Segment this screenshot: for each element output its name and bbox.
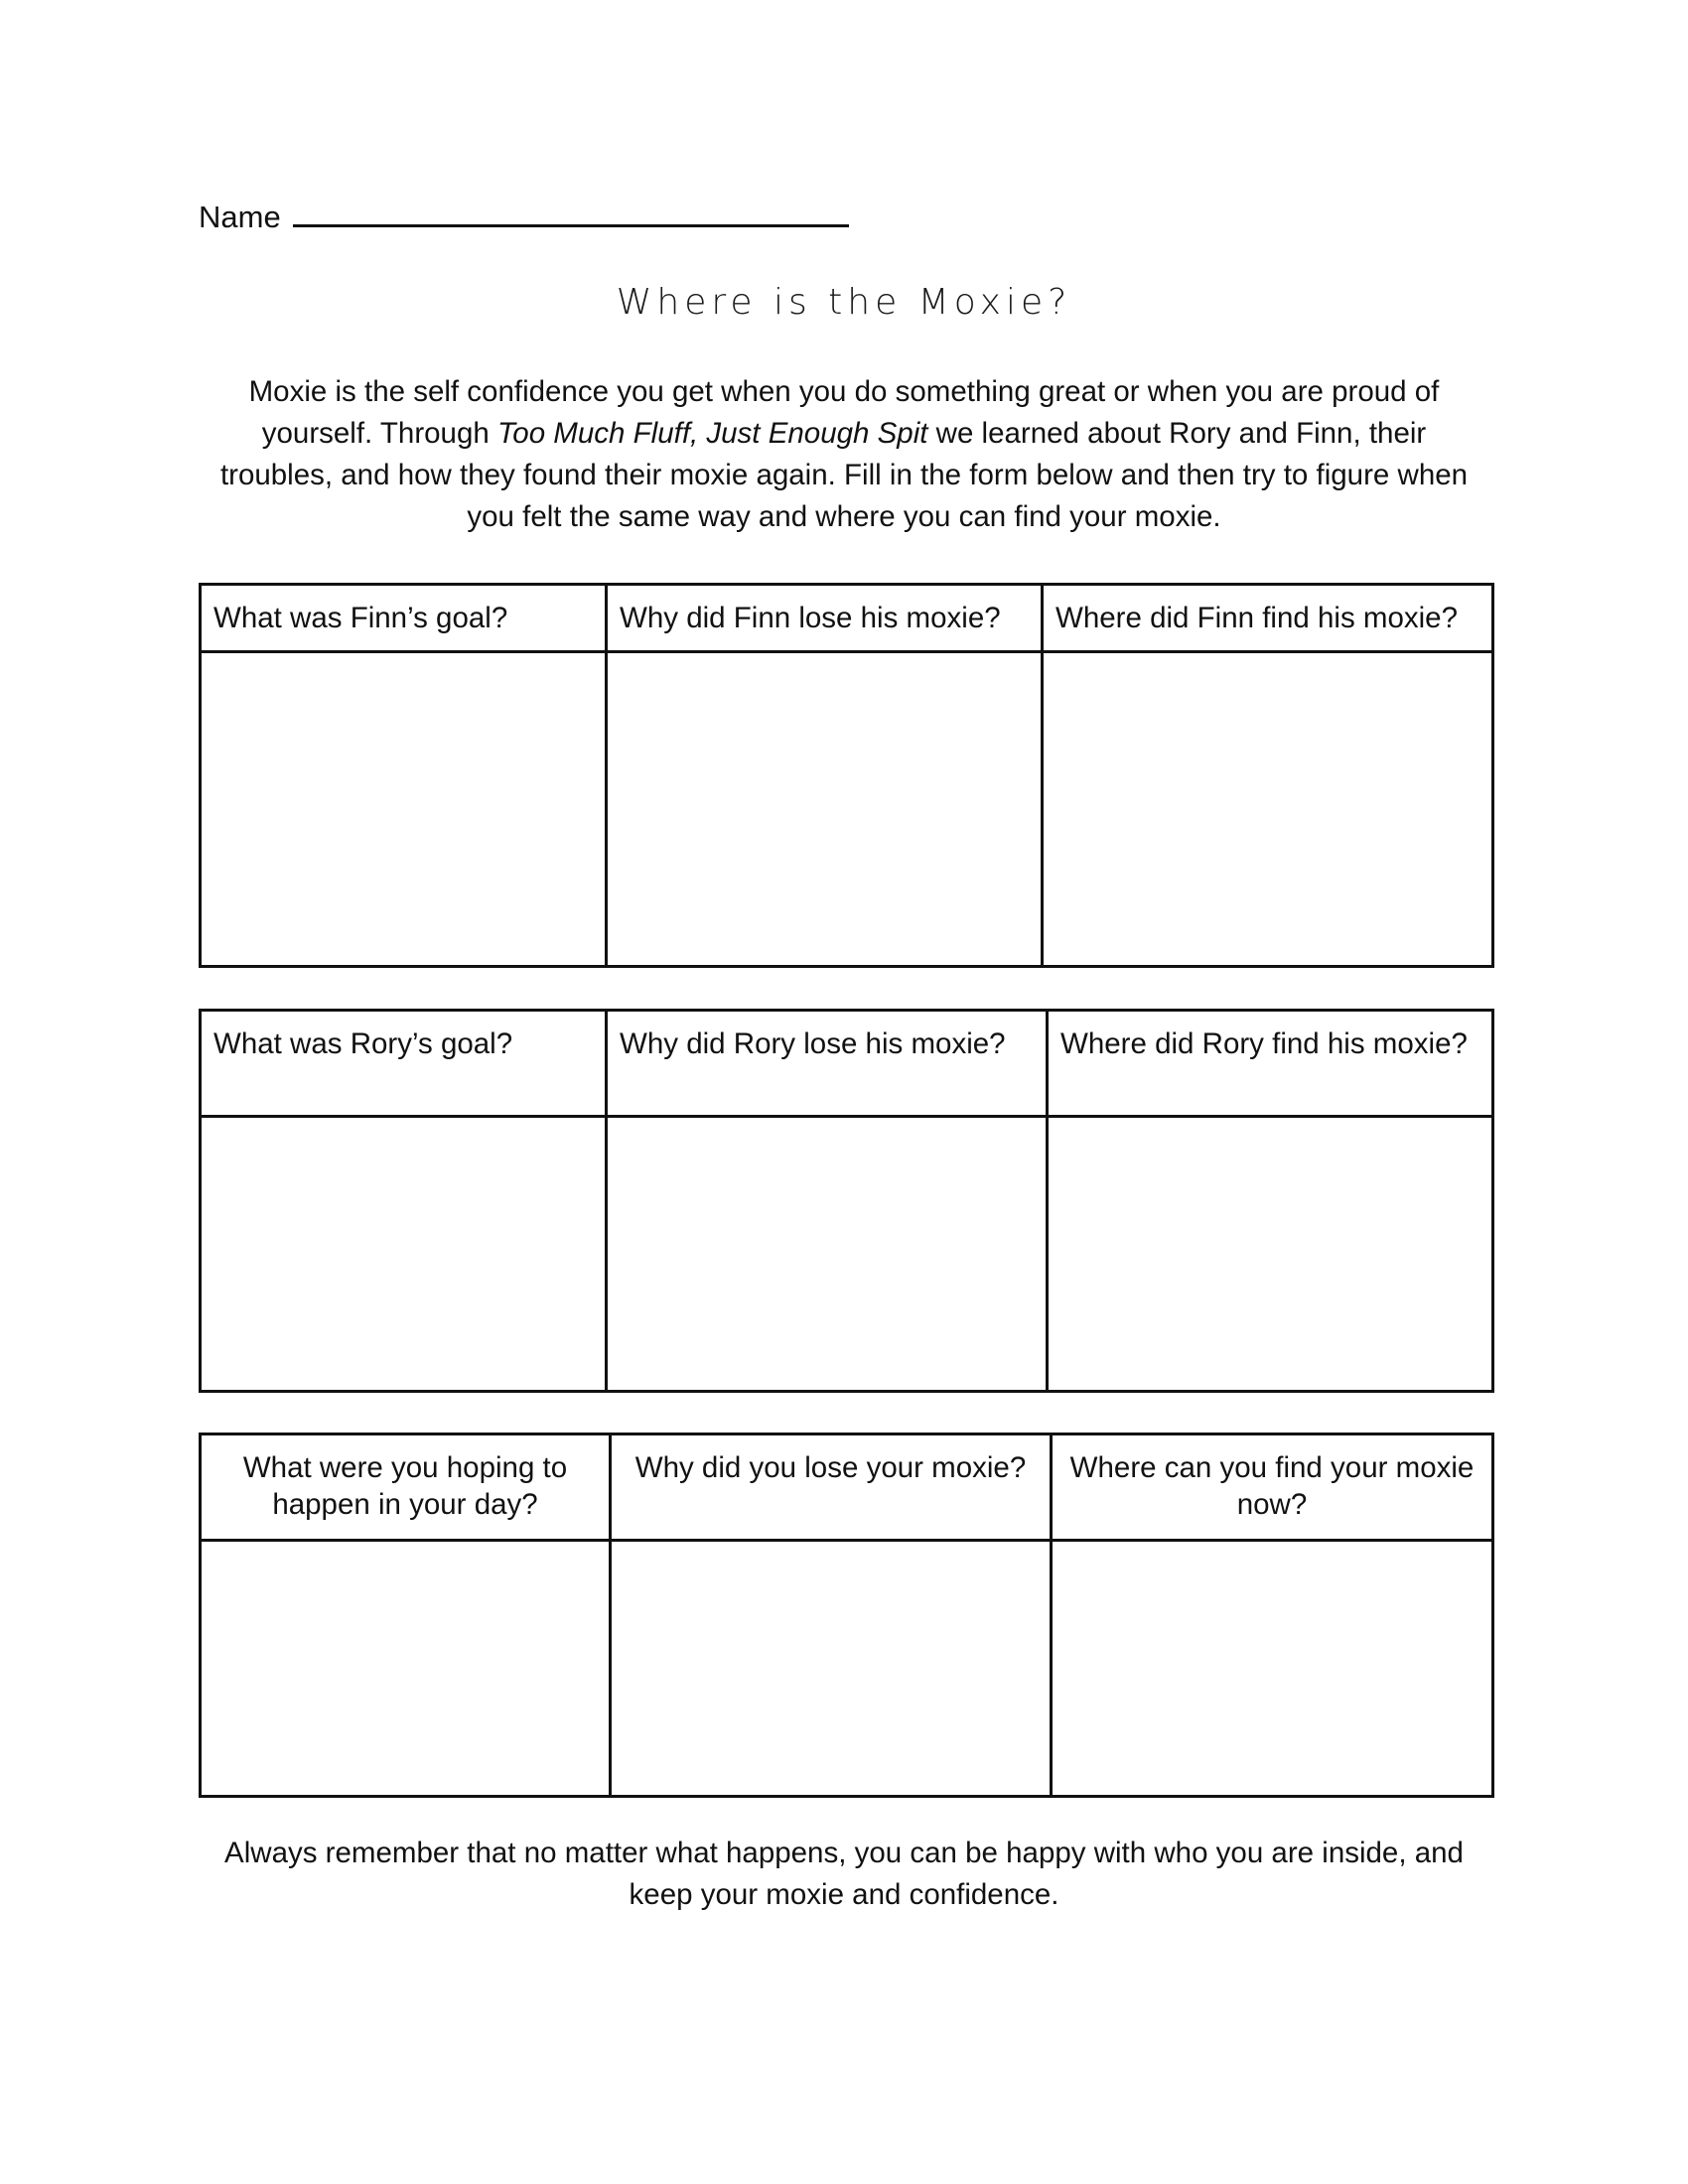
- rory-header-row: [201, 1011, 1493, 1117]
- you-table: [199, 1433, 1494, 1798]
- you-header-row: [201, 1434, 1493, 1541]
- finn-find-header: Where did Finn find his moxie?: [1043, 585, 1493, 652]
- rory-find-answer-cell[interactable]: [1048, 1117, 1493, 1392]
- finn-lose-answer-cell[interactable]: [607, 652, 1043, 967]
- closing-paragraph: Always remember that no matter what happens, you can be happy with who you are inside, and keep your moxie and confidence.: [224, 1837, 1464, 1911]
- you-lose-header: Why did you lose your moxie?: [611, 1434, 1052, 1541]
- intro-text-part1: Moxie is the self confidence you get when you do something great or when you are proud of yourself. Through: [248, 375, 1440, 450]
- you-find-header: Where can you find your moxie now?: [1052, 1434, 1493, 1541]
- finn-answer-row: [201, 652, 1493, 967]
- rory-goal-header: What was Rory’s goal?: [201, 1011, 607, 1117]
- you-answer-row: [201, 1541, 1493, 1797]
- you-find-answer-cell[interactable]: [1052, 1541, 1493, 1797]
- finn-goal-answer-cell[interactable]: [201, 652, 607, 967]
- finn-header-row: [201, 585, 1493, 652]
- rory-lose-header: Why did Rory lose his moxie?: [607, 1011, 1048, 1117]
- name-label: Name: [199, 200, 281, 234]
- name-field-row: [199, 195, 849, 239]
- rory-goal-answer-cell[interactable]: [201, 1117, 607, 1392]
- rory-lose-answer-cell[interactable]: [607, 1117, 1048, 1392]
- page-title: Where is the Moxie?: [616, 282, 1072, 323]
- rory-table: [199, 1009, 1494, 1393]
- finn-find-answer-cell[interactable]: [1043, 652, 1493, 967]
- rory-find-header: Where did Rory find his moxie?: [1048, 1011, 1493, 1117]
- you-lose-answer-cell[interactable]: [611, 1541, 1052, 1797]
- intro-paragraph: [213, 371, 1475, 538]
- intro-text-part2: we learned about Rory and Finn, their troubles, and how they found their moxie again. Fill in the form below and then try to figure when you felt the same way and where you can find your moxie.: [219, 417, 1469, 533]
- rory-answer-row: [201, 1117, 1493, 1392]
- finn-lose-header: Why did Finn lose his moxie?: [607, 585, 1043, 652]
- finn-goal-header: What was Finn’s goal?: [201, 585, 607, 652]
- name-blank-line[interactable]: [293, 195, 849, 227]
- you-hoping-answer-cell[interactable]: [201, 1541, 611, 1797]
- you-hoping-header: What were you hoping to happen in your day?: [201, 1434, 611, 1541]
- book-title: Too Much Fluff, Just Enough Spit: [496, 417, 928, 450]
- finn-table: [199, 583, 1494, 968]
